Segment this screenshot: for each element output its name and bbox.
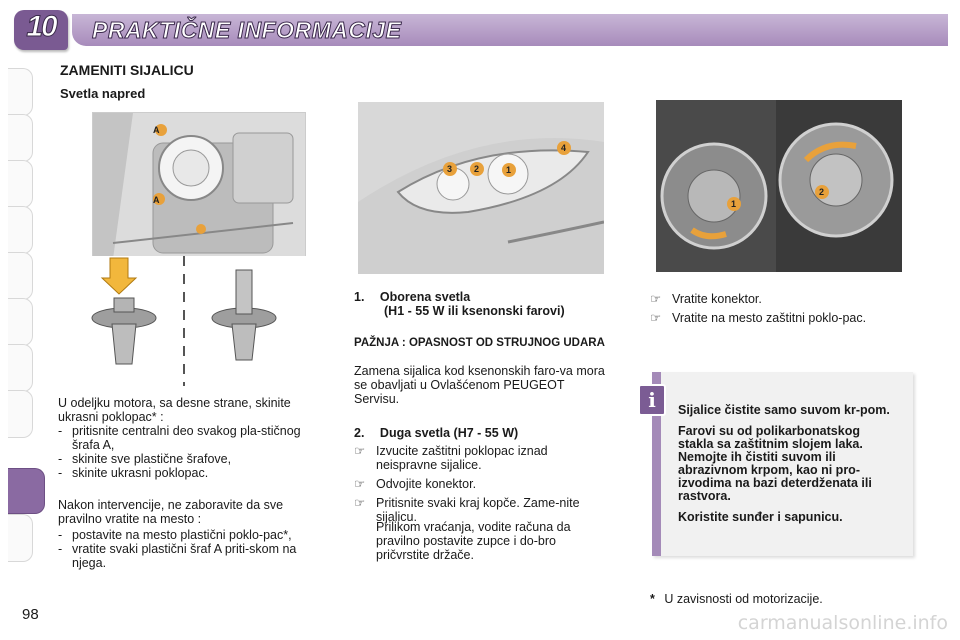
watermark: carmanualsonline.info <box>737 612 948 634</box>
image-label-2: 2 <box>819 187 825 197</box>
info-paragraph: Koristite sunđer i sapunicu. <box>678 510 843 524</box>
plastic-screw-illustration <box>62 256 308 386</box>
info-text <box>678 404 898 532</box>
page-number: 98 <box>22 606 39 623</box>
info-paragraph: Sijalice čistite samo suvom kr-pom. <box>678 403 890 417</box>
chapter-tab[interactable] <box>8 390 33 438</box>
footnote <box>650 592 910 606</box>
chapter-tab[interactable] <box>8 298 33 346</box>
item-2-note: Prilikom vraćanja, vodite računa da pravilno postavite zupce i do-bro pričvrstite držače. <box>376 520 571 562</box>
chapter-tab-active[interactable] <box>8 468 45 514</box>
chapter-tab[interactable] <box>8 160 33 208</box>
list-item: ☞ Izvucite zaštitni poklopac iznad neispravne sijalice. <box>354 444 548 472</box>
reassembly-steps <box>650 292 904 330</box>
list-item: - skinite ukrasni poklopac. <box>58 466 209 480</box>
warning-text: Zamena sijalica kod ksenonskih faro-va mora se obavljati u Ovlašćenom PEUGEOT Servisu. <box>354 364 605 406</box>
image-label-1: 1 <box>731 199 737 209</box>
removal-steps <box>58 424 310 480</box>
list-item: ☞ Vratite konektor. <box>650 292 762 306</box>
image-label-2: 2 <box>474 164 480 174</box>
item-2-heading: 2. Duga svetla (H7 - 55 W) <box>354 426 519 440</box>
list-item: ☞ Pritisnite svaki kraj kopče. Zame-nite sijalicu. <box>354 496 580 524</box>
reinstall-steps <box>58 528 310 570</box>
chapter-tab[interactable] <box>8 114 33 162</box>
info-paragraph: Farovi su od polikarbonatskog stakla sa zaštitnim slojem laka. Nemojte ih čistiti suvom ili abrazivnom krpom, kao ni pro-izvodima na bazi deterdženata ili rastvora. <box>678 424 872 503</box>
list-item: ☞ Vratite na mesto zaštitni poklo-pac. <box>650 311 867 325</box>
section-subtitle: Svetla napred <box>60 86 146 101</box>
page-title: PRAKTIČNE INFORMACIJE <box>92 17 402 43</box>
list-item: ☞ Odvojite konektor. <box>354 477 477 491</box>
list-item: - skinite sve plastične šrafove, <box>58 452 232 466</box>
item-2-steps <box>354 444 606 529</box>
chapter-tab[interactable] <box>8 68 33 116</box>
image-label-1: 1 <box>506 165 512 175</box>
headlight-bulb-image <box>656 100 902 272</box>
image-label-a: A <box>153 195 160 205</box>
chapter-tab[interactable] <box>8 206 33 254</box>
image-label-3: 3 <box>447 164 453 174</box>
footnote-text: U zavisnosti od motorizacije. <box>664 592 823 606</box>
chapter-tab[interactable] <box>8 514 33 562</box>
engine-compartment-image <box>92 112 306 260</box>
footnote-mark: * <box>650 592 655 606</box>
info-icon: i <box>638 384 666 416</box>
item-1-heading: 1. Oborena svetla (H1 - 55 W ili ksenonski farovi) <box>354 290 565 318</box>
list-item: - postavite na mesto plastični poklo-pac*, <box>58 528 292 542</box>
chapter-number: 10 <box>26 10 56 43</box>
image-label-4: 4 <box>561 143 567 153</box>
list-item: - pritisnite centralni deo svakog pla-stičnog šrafa A, <box>58 424 301 452</box>
intro-text: U odeljku motora, sa desne strane, skinite ukrasni poklopac* : <box>58 396 291 424</box>
chapter-tabs <box>8 68 38 578</box>
section-title: ZAMENITI SIJALICU <box>60 62 194 78</box>
list-item: - vratite svaki plastični šraf A priti-skom na njega. <box>58 542 297 570</box>
reinstall-intro: Nakon intervencije, ne zaboravite da sve pravilno vratite na mesto : <box>58 498 284 526</box>
chapter-tab[interactable] <box>8 252 33 300</box>
chapter-tab[interactable] <box>8 344 33 392</box>
warning-title: PAŽNJA : OPASNOST OD STRUJNOG UDARA <box>354 337 605 349</box>
image-label-a: A <box>153 125 160 135</box>
car-headlight-image <box>358 102 604 274</box>
